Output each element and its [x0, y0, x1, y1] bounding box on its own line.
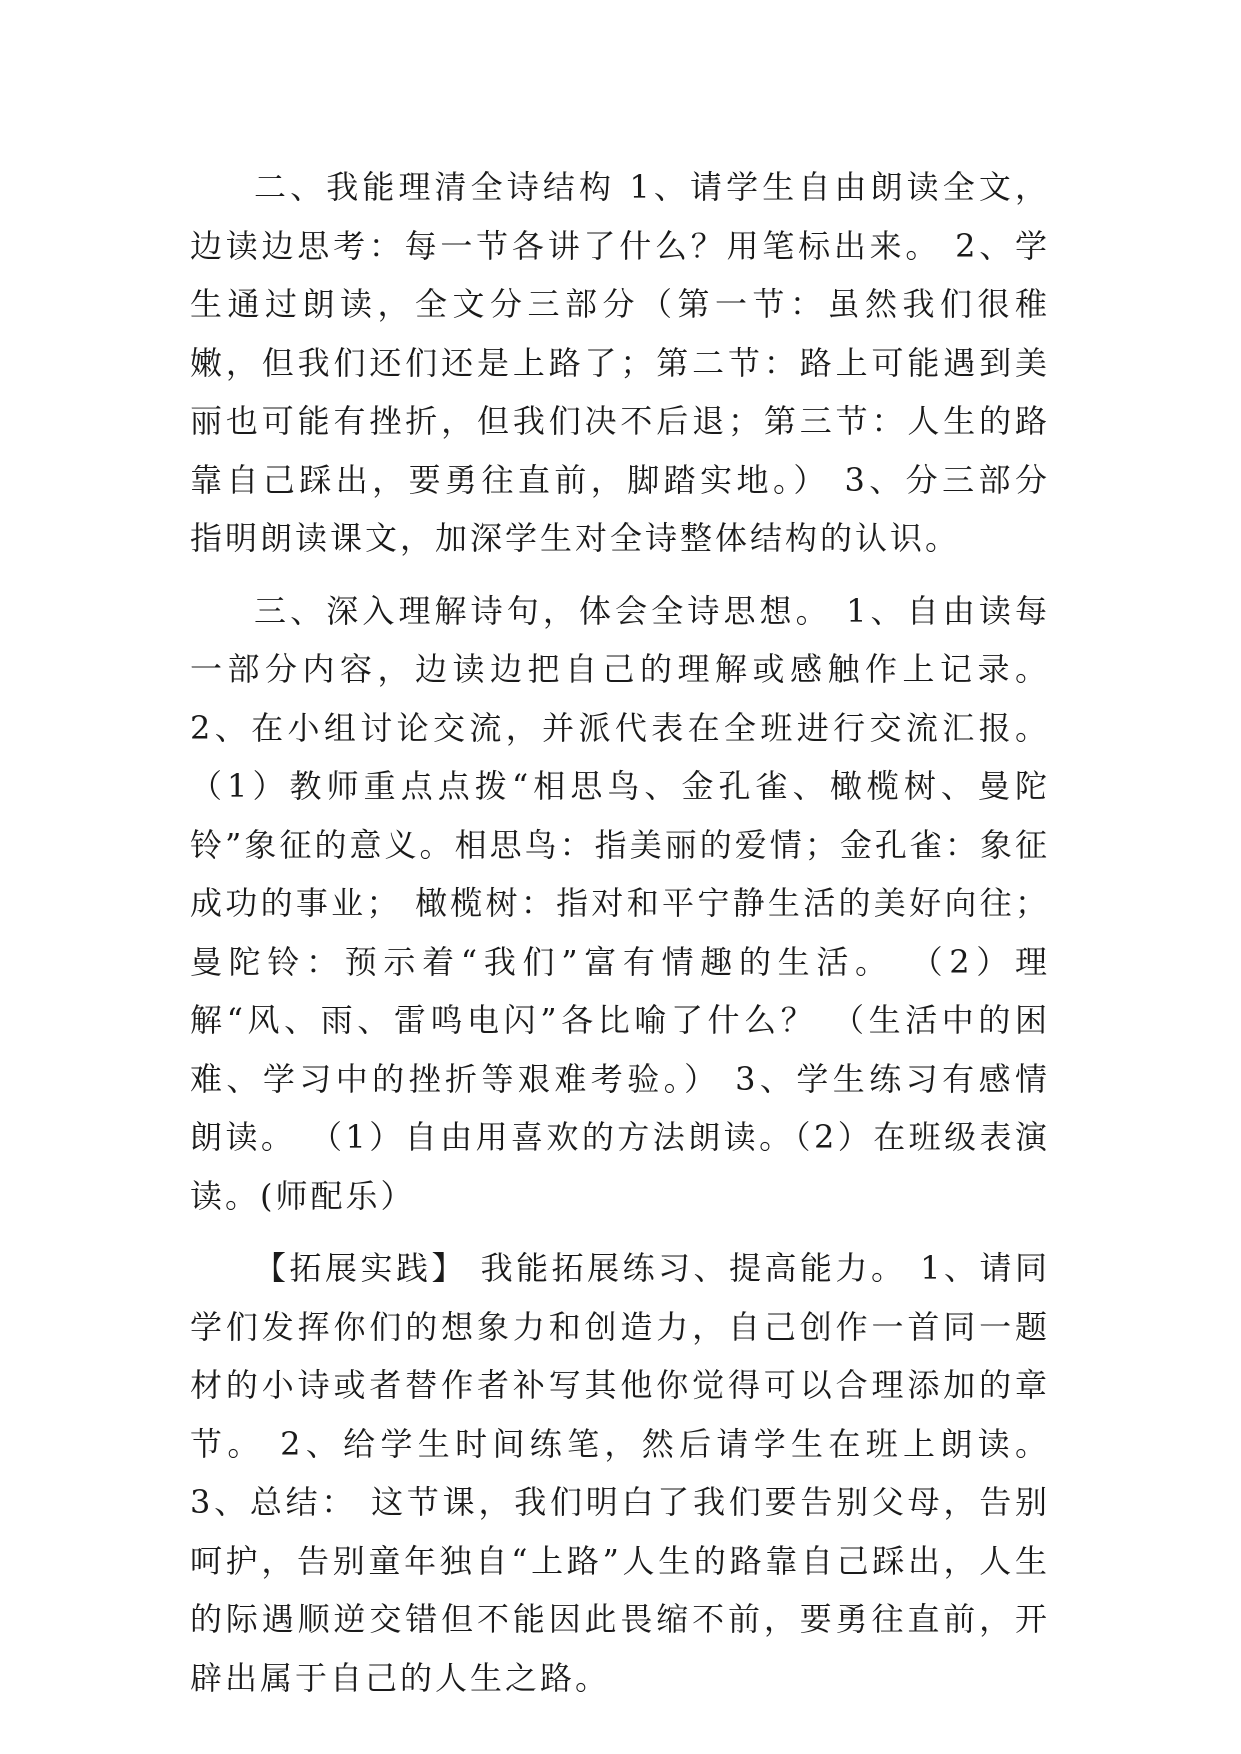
paragraph-understanding: 三、深入理解诗句，体会全诗思想。 1、自由读每一部分内容，边读边把自己的理解或感触作上记录。 2、在小组讨论交流，并派代表在全班进行交流汇报。 （1）教师重点点拨“相思鸟、金孔雀、橄榄树、曼陀铃”象征的意义。相思鸟：指美丽的爱情；金孔雀：象征成功的事业； 橄榄树：指对和平宁静生活的美好向往；曼陀铃：预示着“我们”富有情趣的生活。 （2）理解“风、雨、雷鸣电闪”各比喻了什么？ （生活中的困难、学习中的挫折等艰难考验。） 3、学生练习有感情朗读。 （1）自由用喜欢的方法朗读。（2）在班级表演读。(师配乐）	[190, 591, 1050, 1215]
paragraph-structure: 二、我能理清全诗结构 1、请学生自由朗读全文，边读边思考：每一节各讲了什么？用笔标出来。 2、学生通过朗读，全文分三部分（第一节：虽然我们很稚嫩，但我们还们还是上路了；第二节：路上可能遇到美丽也可能有挫折，但我们决不后退；第三节：人生的路靠自己踩出，要勇往直前，脚踏实地。） 3、分三部分指明朗读课文，加深学生对全诗整体结构的认识。	[190, 168, 1050, 557]
document-body	[190, 158, 1050, 1721]
paragraph-extension: 【拓展实践】 我能拓展练习、提高能力。 1、请同学们发挥你们的想象力和创造力，自己创作一首同一题材的小诗或者替作者补写其他你觉得可以合理添加的章节。 2、给学生时间练笔，然后请学生在班上朗读。 3、总结： 这节课，我们明白了我们要告别父母，告别呵护，告别童年独自“上路”人生的路靠自己踩出，人生的际遇顺逆交错但不能因此畏缩不前，要勇往直前，开辟出属于自己的人生之路。	[190, 1249, 1050, 1697]
